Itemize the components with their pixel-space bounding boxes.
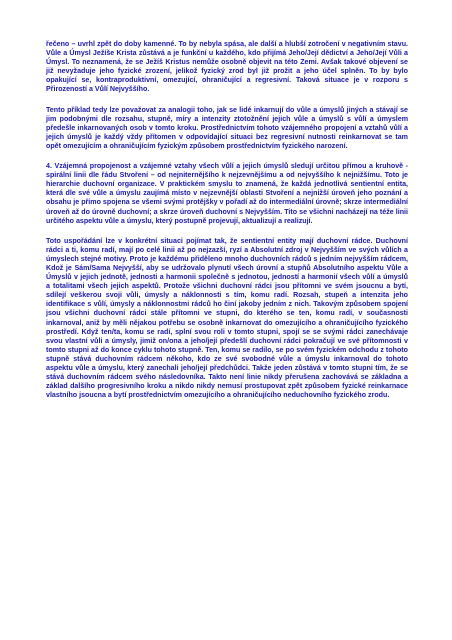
- paragraph-2: Tento příklad tedy lze považovat za analogii toho, jak se lidé inkarnují do vůle a úmyslů jiných a stávají se jim podobnými dle rozsahu, stupně, míry a intenzity ztotožnění jejich vůle a úmyslů s vůlí a úmyslem předešle inkarnovaných osob v tomto kroku. Prostřednictvím tohoto vzájemného propojení a vztahů vůlí a jejich úmyslů je každý vždy přítomen v odpovídající situaci bez regresivní nutnosti reinkarnovat se tam opět omezujícím a ohraničujícím fyzickým způsobem prostřednictvím fyzického narození.: [46, 105, 408, 150]
- paragraph-3: 4. Vzájemná propojenost a vzájemné vztahy všech vůlí a jejich úmyslů sledují určitou přímou a kruhově - spirální linii dle řádu Stvoření – od nejniternějšího k nejzevnějšímu a od nejvyššího k nejnižšímu. Toto je hierarchie duchovní organizace. V praktickém smyslu to znamená, že každá jednotlivá sentientní entita, která dle své vůle a úmyslu zaujímá místo v nejzevnější oblasti Stvoření a nejnižší úroveň jeho poznání a obsahu je přímo spojena se všemi svými protějšky v pořadí až do intermediální úrovně; skrze intermediální úroveň až do úrovně duchovní; a skrze úroveň duchovní s Nejvyšším. Tito se všichni nacházejí na téže linii určitého aspektu vůle a úmyslu, který postupně projevují, aktualizují a realizují.: [46, 162, 408, 225]
- document-page: [46, 40, 408, 411]
- paragraph-1: řečeno – uvrhl zpět do doby kamenné. To by nebyla spása, ale další a hlubší zotročení v negativním stavu. Vůle a Úmysl Ježíše Krista zůstává a je funkční u každého, kdo přijímá Jeho/Její dědictví a Jeho/Její Vůli a Úmysl. To neznamená, že se Ježíš Kristus nemůže osobně objevit na této Zemi. Avšak takové objevení se již nevyžaduje jeho fyzické zrození, jelikož fyzický zrod byl již prožit a jeho účel splněn. To by bylo opakující se, kontraproduktivní, omezující, ohraničující a regresivní. Taková situace je v rozporu s Přirozeností a Vůlí Nejvyššího.: [46, 40, 408, 94]
- paragraph-4: Toto uspořádání lze v konkrétní situaci pojímat tak, že sentientní entity mají duchovní rádce. Duchovní rádci a ti, komu radí, mají po celé linii až po nejzazší, ryzí a Absolutní zdroj v Nejvyšším ve svých vůlích a úmyslech stejné motivy. Proto je každému přiděleno mnoho duchovních rádců s jedním nejvyšším rádcem, Kdož je Sám/Sama Nejvyšší, aby se udržovalo plynutí všech úrovní a stupňů Absolutního aspektu Vůle a Úmyslů v jejich jednotě, jednosti a harmonii společně s jednotou, jedností a harmonií všech vůlí a úmyslů a totalitami všech jejich aspektů. Protože všichni duchovní rádci jsou přítomni ve svém jsoucnu a bytí, sdílejí veškerou svoji vůli, úmysly a náklonnosti s tím, komu radí. Rozsah, stupeň a intenzita jeho identifikace s vůlí, úmysly a náklonnostmi rádců ho činí jakoby jedním z nich. Takovým způsobem spojení jsou všichni duchovní rádci stále přítomni ve stupni, do kterého se ten, komu radí, v současnosti inkarnoval, aniž by měli nějakou potřebu se osobně inkarnovat do omezujícího a ohraničujícího fyzického prostředí. Když ten/ta, komu se radí, splní svou roli v tomto stupni, spojí se se svými rádci zanechávaje svou vlastní vůli a úmysly, jimiž on/ona a jeho/její předešlí duchovní rádci pokračují ve své přítomnosti v tomto stupni až do konce cyklu tohoto stupně. Ten, komu se radilo, se po svém fyzickém odchodu z tohoto stupně stává duchovním rádcem někoho, kdo ze své svobodné vůle a úmyslu inkarnoval do tohoto aspektu vůle a úmyslu, který zanechali jeho/její předchůdci. Takže jeden zůstává v tomto stupni tím, že se stává duchovním rádcem svého následovníka. Takto není linie nikdy přerušena zachovává se základna a základ dalšího progresivního kroku a nikdo nikdy nemusí prostupovat zpět způsobem fyzické reinkarnace vlastního jsoucna a bytí prostřednictvím omezujícího a ohraničujícího neduchovního fyzického zrodu.: [46, 236, 408, 400]
